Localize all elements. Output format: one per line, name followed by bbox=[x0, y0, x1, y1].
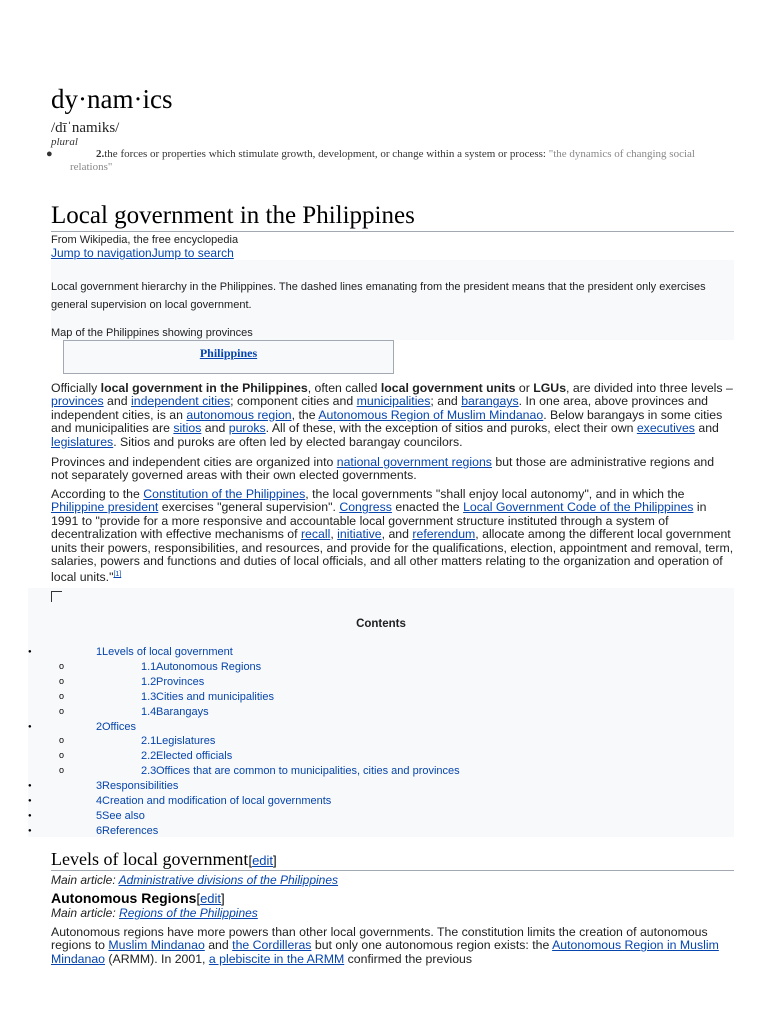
sitios-link[interactable]: sitios bbox=[173, 421, 202, 436]
circle-bullet-icon: o bbox=[59, 765, 65, 776]
toc-item-number: 6 bbox=[96, 824, 103, 837]
local-government-code-link[interactable]: Local Government Code of the Philippines bbox=[463, 500, 694, 515]
text: , bbox=[330, 527, 338, 542]
bold-term: LGUs bbox=[533, 381, 567, 395]
toc-item-label[interactable]: Creation and modification of local governments bbox=[102, 795, 332, 807]
edit-section-link[interactable]: edit bbox=[252, 853, 274, 868]
text: ; component cities and bbox=[230, 394, 357, 409]
toc-item[interactable] bbox=[28, 691, 734, 705]
toc-item-number: 1 bbox=[96, 646, 103, 658]
toc-item[interactable] bbox=[28, 676, 734, 690]
bracket-close: ] bbox=[273, 853, 277, 868]
toc-item-label[interactable]: See also bbox=[102, 809, 145, 822]
text: and bbox=[694, 421, 719, 436]
infobox-title-link[interactable]: Philippines bbox=[199, 346, 258, 360]
armm-link-2[interactable]: Autonomous Region in Muslim Mindanao bbox=[51, 938, 719, 966]
toc-item[interactable] bbox=[28, 795, 734, 809]
reference-link[interactable]: [1] bbox=[113, 571, 122, 579]
bullet-icon: ● bbox=[28, 827, 32, 834]
dictionary-definition bbox=[46, 148, 710, 174]
hatnote-label: Main article: bbox=[51, 873, 119, 887]
toc-item[interactable] bbox=[28, 765, 734, 779]
toc-item-number: 2.3 bbox=[141, 765, 157, 778]
toc-item[interactable] bbox=[28, 706, 734, 720]
circle-bullet-icon: o bbox=[59, 705, 65, 716]
initiative-link[interactable]: initiative bbox=[337, 527, 382, 542]
toc-item-number: 1.3 bbox=[141, 690, 157, 703]
provinces-link[interactable]: provinces bbox=[51, 394, 104, 409]
infobox bbox=[63, 340, 394, 374]
text: and bbox=[103, 394, 131, 409]
toc-item-label[interactable]: Barangays bbox=[156, 705, 209, 718]
toc-item[interactable] bbox=[28, 780, 734, 794]
toc-item-number: 2.1 bbox=[141, 735, 157, 748]
puroks-link[interactable]: puroks bbox=[228, 421, 266, 436]
hatnote-main-article bbox=[51, 873, 338, 887]
toc-item-number: 5 bbox=[96, 809, 103, 822]
bracket-open: [ bbox=[248, 853, 253, 868]
edit-subsection-link[interactable]: edit bbox=[200, 891, 222, 906]
tagline: From Wikipedia, the free encyclopedia bbox=[51, 234, 239, 246]
intro-paragraph-3 bbox=[51, 488, 734, 585]
toc-item[interactable] bbox=[28, 825, 734, 839]
toc-item[interactable] bbox=[28, 810, 734, 824]
circle-bullet-icon: o bbox=[59, 660, 65, 671]
map-caption: Map of the Philippines showing provinces bbox=[51, 327, 253, 339]
text: but those are administrative regions and not separately governed areas with their own elected governments. bbox=[51, 455, 715, 483]
definition-text: the forces or properties which stimulate growth, development, or change within a system or process: bbox=[104, 148, 546, 160]
autonomous-regions-paragraph bbox=[51, 926, 734, 966]
bullet-icon: ● bbox=[28, 812, 32, 819]
toc-item[interactable] bbox=[28, 721, 734, 735]
toc-item-number: 1.2 bbox=[141, 675, 157, 688]
toc-item-label[interactable]: Cities and municipalities bbox=[156, 690, 274, 703]
text: , allocate among the different local government units their powers, responsibilities, and resources, and provide for the qualifications, election, appointment and removal, term, salaries, powers and functions and duties of local officials, and all other matters relating to the organization and operation of local units." bbox=[51, 527, 734, 585]
text: and bbox=[201, 421, 229, 436]
national-government-regions-link[interactable]: national government regions bbox=[336, 455, 492, 469]
text: , the local governments "shall enjoy local autonomy", and in which the bbox=[305, 487, 685, 501]
toc-item-label[interactable]: Elected officials bbox=[156, 750, 233, 763]
bullet-icon: ● bbox=[28, 649, 32, 655]
dictionary-word: dy·nam·ics bbox=[51, 84, 173, 114]
text: , are divided into three levels – bbox=[566, 381, 733, 395]
intro-paragraph-2 bbox=[51, 456, 734, 483]
legislatures-link[interactable]: legislatures bbox=[51, 434, 114, 449]
bullet-icon: ● bbox=[28, 723, 32, 730]
table-of-contents bbox=[28, 588, 734, 837]
jump-to-navigation-link[interactable]: Jump to navigation bbox=[51, 246, 152, 260]
toc-item-label[interactable]: Offices that are common to municipalities, cities and provinces bbox=[156, 765, 460, 778]
referendum-link[interactable]: referendum bbox=[412, 527, 476, 542]
circle-bullet-icon: o bbox=[59, 690, 65, 701]
edit-section-bracket bbox=[248, 853, 276, 868]
philippine-president-link[interactable]: Philippine president bbox=[51, 500, 159, 515]
text: confirmed the previous bbox=[344, 951, 473, 966]
bullet-icon: ● bbox=[46, 148, 53, 160]
bracket-close: ] bbox=[221, 891, 225, 906]
bracket-open: [ bbox=[196, 891, 201, 906]
independent-cities-link[interactable]: independent cities bbox=[131, 394, 231, 409]
executives-link[interactable]: executives bbox=[636, 421, 695, 436]
bold-term: local government units bbox=[380, 381, 516, 395]
text: in 1991 to "provide for a more responsive and accountable local government structure instituted through a system of decentralization with effective mechanisms of bbox=[51, 500, 707, 542]
circle-bullet-icon: o bbox=[59, 675, 65, 686]
section-heading-levels bbox=[51, 849, 277, 870]
toc-item-label[interactable]: Provinces bbox=[156, 675, 205, 688]
toc-item-label[interactable]: Autonomous Regions bbox=[156, 660, 262, 673]
section-title: Levels of local government bbox=[51, 849, 249, 869]
congress-link[interactable]: Congress bbox=[339, 500, 392, 515]
text: enacted the bbox=[391, 500, 464, 515]
text: (ARMM). In 2001, bbox=[105, 951, 209, 966]
edit-subsection-bracket bbox=[196, 891, 224, 906]
text: exercises "general supervision". bbox=[158, 500, 340, 515]
toc-item-label[interactable]: Responsibilities bbox=[102, 780, 179, 793]
text: but only one autonomous region exists: the bbox=[311, 938, 553, 953]
toc-item-number: 1.4 bbox=[141, 705, 157, 718]
page-title: Local government in the Philippines bbox=[51, 202, 415, 229]
jump-links bbox=[51, 246, 234, 260]
text: and bbox=[204, 938, 233, 953]
circle-bullet-icon: o bbox=[59, 735, 65, 746]
dictionary-pronunciation: /dīˈnamiks/ bbox=[51, 120, 120, 136]
definition-example: "the dynamics of changing social relations" bbox=[70, 148, 695, 173]
toc-item-number: 3 bbox=[96, 780, 103, 793]
toc-item-number: 2 bbox=[96, 720, 103, 733]
text: Provinces and independent cities are organized into bbox=[51, 455, 337, 469]
subsection-title: Autonomous Regions bbox=[51, 890, 197, 906]
toc-item-number: 2.2 bbox=[141, 750, 157, 763]
toc-item-label[interactable]: Offices bbox=[102, 720, 137, 733]
toc-item-label[interactable]: References bbox=[102, 824, 159, 837]
bold-term: local government in the Philippines bbox=[100, 381, 308, 395]
toc-item[interactable] bbox=[28, 750, 734, 764]
toc-item-label[interactable]: Levels of local government bbox=[102, 646, 233, 658]
bullet-icon: ● bbox=[28, 798, 32, 804]
hatnote-label: Main article: bbox=[51, 906, 120, 920]
barangays-link[interactable]: barangays bbox=[461, 394, 519, 409]
text: , and bbox=[381, 527, 413, 542]
bullet-icon: ● bbox=[28, 783, 32, 790]
text: or bbox=[515, 381, 534, 395]
autonomous-region-link[interactable]: autonomous region bbox=[186, 407, 292, 422]
intro-paragraph-1 bbox=[51, 382, 734, 449]
toc-title: Contents bbox=[356, 618, 406, 630]
muslim-mindanao-link[interactable]: Muslim Mindanao bbox=[108, 938, 205, 953]
toc-item[interactable] bbox=[28, 735, 734, 749]
subsection-heading-autonomous-regions bbox=[51, 890, 225, 906]
plebiscite-link[interactable]: a plebiscite in the ARMM bbox=[208, 951, 345, 966]
toc-toggle-checkbox[interactable] bbox=[51, 591, 62, 602]
armm-link[interactable]: Autonomous Region of Muslim Mindanao bbox=[318, 407, 544, 422]
municipalities-link[interactable]: municipalities bbox=[356, 394, 431, 409]
regions-of-the-philippines-link[interactable]: Regions of the Philippines bbox=[119, 906, 258, 920]
cordilleras-link[interactable]: the Cordilleras bbox=[232, 938, 312, 953]
constitution-link[interactable]: Constitution of the Philippines bbox=[143, 487, 306, 501]
text: . Below barangays in some cities and municipalities are bbox=[51, 407, 723, 436]
hatnote-main-article-2 bbox=[51, 906, 258, 920]
text: ; and bbox=[430, 394, 462, 409]
dictionary-part-of-speech: plural bbox=[51, 136, 78, 148]
toc-item-number: 4 bbox=[96, 795, 103, 807]
text: Autonomous regions have more powers than other local governments. The constitution limits the creation of autonomous regions to bbox=[51, 925, 708, 953]
toc-item[interactable] bbox=[28, 661, 734, 675]
text: , often called bbox=[307, 381, 381, 395]
recall-link[interactable]: recall bbox=[300, 527, 331, 542]
text: . All of these, with the exception of sitios and puroks, elect their own bbox=[265, 421, 637, 436]
title-divider bbox=[51, 231, 734, 232]
toc-item[interactable] bbox=[28, 646, 734, 660]
section-divider bbox=[51, 870, 734, 871]
text: , the bbox=[291, 407, 319, 422]
toc-item-number: 1.1 bbox=[141, 660, 157, 673]
text: Officially bbox=[51, 381, 101, 395]
administrative-divisions-link[interactable]: Administrative divisions of the Philippines bbox=[118, 873, 339, 887]
jump-to-search-link[interactable]: Jump to search bbox=[151, 246, 234, 260]
circle-bullet-icon: o bbox=[59, 750, 65, 761]
toc-item-label[interactable]: Legislatures bbox=[156, 735, 216, 748]
image-caption-box bbox=[51, 260, 734, 340]
text: . In one area, above provinces and independent cities, is an bbox=[51, 394, 709, 422]
definition-number: 2. bbox=[96, 148, 105, 160]
text: According to the bbox=[51, 487, 144, 501]
hierarchy-caption: Local government hierarchy in the Philippines. The dashed lines emanating from the president means that the president only exercises general supervision on local government. bbox=[51, 281, 706, 311]
text: . Sitios and puroks are often led by elected barangay councilors. bbox=[113, 434, 463, 449]
